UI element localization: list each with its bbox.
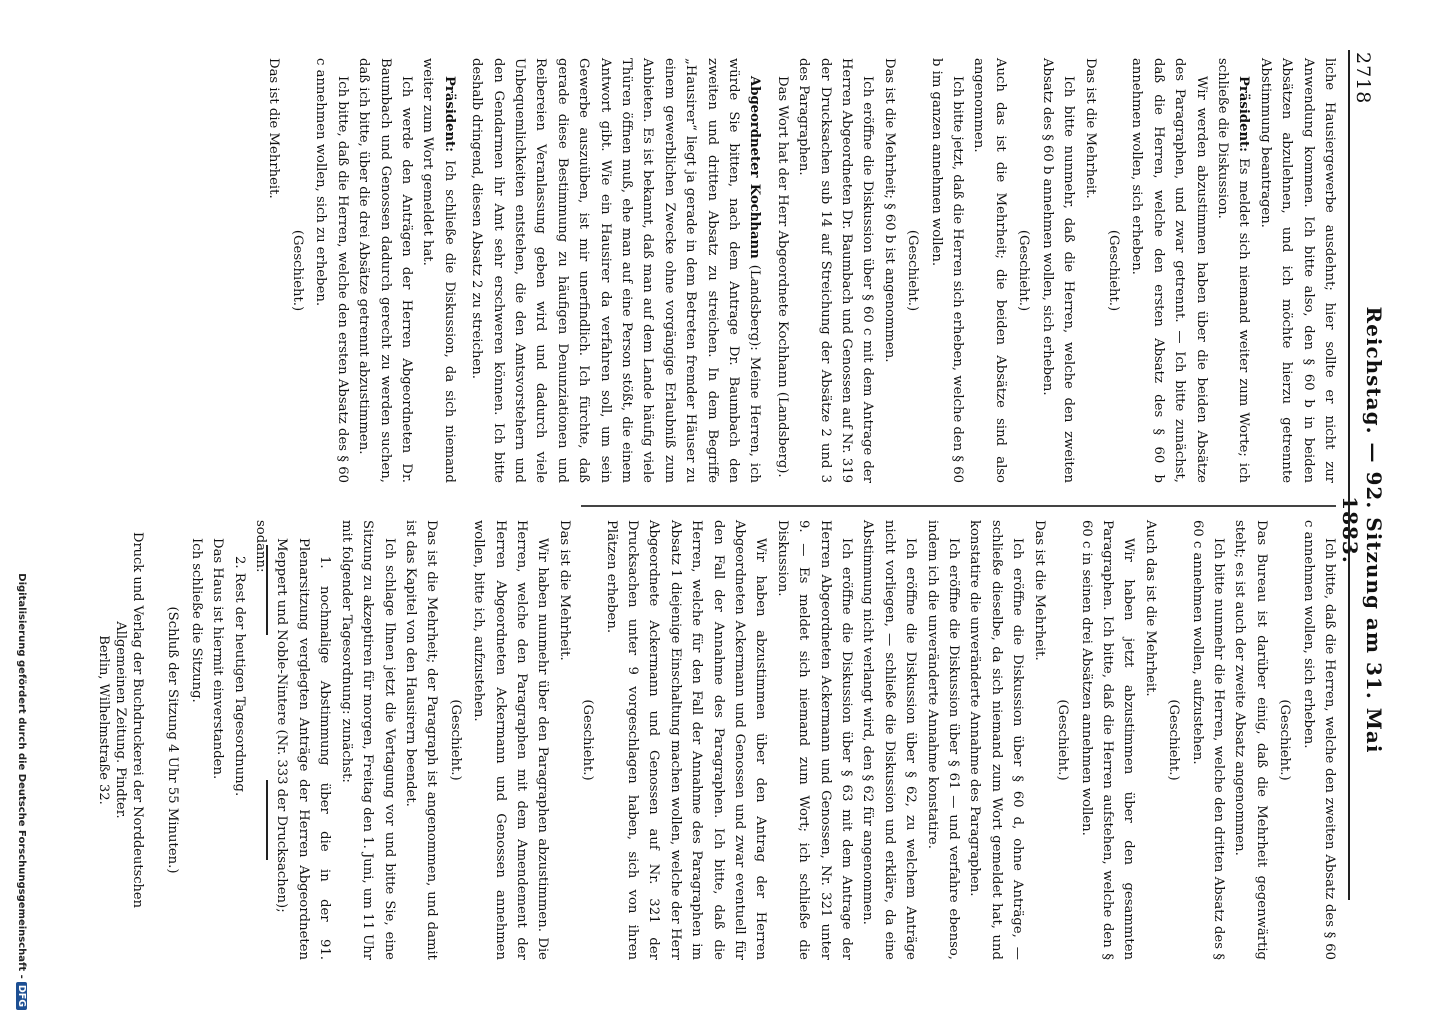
paragraph: Das Wort hat der Herr Abgeordnete Kochhann (Landsberg). <box>774 76 790 478</box>
digitization-credit-text: Digitalisierung gefördert durch die Deutsche Forschungsgemeinschaft - <box>16 573 27 979</box>
speaker-name: Abgeordneter Kochhann <box>747 76 763 259</box>
dfg-logo: DFG <box>16 982 27 1010</box>
paragraph: Ich eröffne die Diskussion über § 61 — und verfahre ebenso, indem ich die unveränderte Annahme konstatire. <box>924 520 962 960</box>
paragraph: Ich eröffne die Diskussion über § 62, zu welchem Anträge nicht vorliegen, — schließe die Diskussion und erkläre, da eine Abstimmung nicht verlangt wird, den § 62 für angenommen. <box>860 520 919 960</box>
paragraph: Ich bitte jetzt, daß die Herren sich erheben, welche den § 60 b im ganzen annehmen wollen. <box>928 58 966 483</box>
digitization-credit <box>7 0 27 1010</box>
paragraph: Ich eröffne die Diskussion über § 60 c mit dem Antrage der Herren Abgeordneten Dr. Baumbach und Genossen auf Nr. 319 der Drucksachen sub 14 auf Streichung der Absätze 2 und 3 des Paragraphen. <box>796 58 876 483</box>
paragraph: Auch das ist die Mehrheit. <box>1142 520 1158 697</box>
left-column <box>263 58 1340 483</box>
speaker-name: Präsident: <box>1236 76 1252 153</box>
paragraph: Wir haben abzustimmen über den Antrag der Herren Abgeordneten Ackermann und Genossen und zwar eventuell für den Fall der Annahme des Paragraphen. Ich bitte, daß die Herren, welche für den Fall der Annahme des Paragraphen im Absatz 1 diejenige Einschaltung machen wollen, welche der Herr Abgeordnete Ackermann und Genossen auf Nr. 321 der Drucksachen unter 9 vorgeschlagen haben, sich von ihren Plätzen erheben. <box>603 520 769 960</box>
stage-direction: (Geschieht.) <box>580 699 596 781</box>
paragraph: Ich bitte, daß die Herren, welche den zweiten Absatz des § 60 c annehmen wollen, sich erheben. <box>1300 520 1337 960</box>
stage-direction: (Geschieht.) <box>905 229 921 312</box>
paragraph: Ich schließe die Sitzung. <box>188 538 204 703</box>
stage-direction: (Geschieht.) <box>1277 699 1293 781</box>
stage-direction: (Geschieht.) <box>1105 229 1121 312</box>
paragraph: Das Bureau ist darüber einig, daß die Mehrheit gegenwärtig steht; es ist auch der zweite Absatz angenommen. <box>1232 520 1269 960</box>
imprint-line-1: Druck und Verlag der Buchdruckerei der Norddeutschen Allgemeinen Zeitung. Pindter. <box>113 532 145 908</box>
right-column <box>160 520 1340 960</box>
paragraph: liche Hausiergewerbe ausdehnt; hier sollte er nicht zur Anwendung kommen. Ich bitte also, den § 60 b in beiden Absätzen abzulehnen, und ich möchte hierzu getrennte Abstimmung beantragen. <box>1257 58 1337 483</box>
paragraph: Auch das ist die Mehrheit; die beiden Absätze sind also angenommen. <box>971 58 1008 483</box>
stage-direction: (Geschieht.) <box>1166 699 1182 781</box>
paragraph: Das ist die Mehrheit; der Paragraph ist angenommen, und damit ist das Kapitel von den Hausirern beendet. <box>402 520 440 960</box>
speaker-name: Präsident: <box>441 76 457 153</box>
paragraph: Das ist die Mehrheit; § 60 b ist angenommen. <box>881 58 897 363</box>
column-divider <box>581 505 1336 507</box>
paragraph: Präsident: Es meldet sich niemand weiter zum Worte; ich schließe die Diskussion. <box>1214 58 1252 483</box>
paragraph: Ich bitte nunmehr die Herren, welche den dritten Absatz des § 60 c annehmen wollen, aufzustehen. <box>1189 520 1226 960</box>
imprint <box>95 500 146 940</box>
imprint-line-2: Berlin, Wilhelmstraße 32. <box>96 635 111 805</box>
paragraph: Abgeordneter Kochhann (Landsberg): Meine Herren, ich würde Sie bitten, nach dem Antrage Dr. Baumbach den zweiten und dritten Absatz zu streichen. In dem Begriffe „Hausirer“ liegt ja gerade in dem Betreten fremder Häuser zu einem gewerblichen Zwecke ohne vorgängige Erlaubniß zum Anbieten. Es ist bekannt, daß man auf dem Lande häufig viele Thüren öffnen muß, ehe man auf eine Person stößt, die einem Antwort gibt. Wie ein Hausirer da verfahren soll, um sein Gewerbe auszuüben, ist mir unerfindlich. Ich fürchte, daß gerade diese Bestimmung zu häufigen Denunziationen und Reibereien Veranlassung geben wird und dadurch viele Unbequemlichkeiten entstehen, die den Amtsvorstehern und den Gendarmen ihr Amt sehr erschweren können. Ich bitte deshalb dringend, diesen Absatz 2 zu streichen. <box>469 58 763 483</box>
paragraph: sodann: <box>253 520 269 573</box>
page-number: 2718 <box>1352 52 1374 105</box>
paragraph: Ich eröffne die Diskussion über § 60 d, ohne Anträge, — schließe dieselbe, da sich niemand zum Wort gemeldet hat, und konstatire die unveränderte Annahme des Paragraphen. <box>967 520 1026 960</box>
paragraph: Ich bitte, daß die Herren, welche den ersten Absatz des § 60 c annehmen wollen, sich zu erheben. <box>313 58 350 483</box>
paragraph: Wir haben jetzt abzustimmen über den gesammten Paragraphen. Ich bitte, daß die Herren aufstehen, welche den § 60 c in seinen drei Absätzen annehmen wollen. <box>1078 520 1137 960</box>
paragraph: Ich bitte nunmehr, daß die Herren, welche den zweiten Absatz des § 60 b annehmen wollen, sich erheben. <box>1039 58 1077 483</box>
bottom-rule-2 <box>266 780 268 860</box>
paragraph: Das ist die Mehrheit. <box>1031 520 1047 661</box>
paragraph: Das ist die Mehrheit. <box>556 520 572 661</box>
paragraph: Wir haben nunmehr über den Paragraphen abzustimmen. Die Herren, welche den Paragraphen mit dem Amendement der Herren Abgeordneten Ackermann und Genossen annehmen wollen, bitte ich, aufzustehen. <box>471 520 551 960</box>
stage-direction: (Geschieht.) <box>1055 699 1071 781</box>
stage-direction: (Geschieht.) <box>1016 229 1032 312</box>
paragraph: Das Haus ist hiermit einverstanden. <box>210 538 226 780</box>
paragraph: Ich werde den Anträgen der Herren Abgeordneten Dr. Baumbach und Genossen dadurch gerecht zu werden suchen, daß ich bitte, über die drei Absätze getrennt abzustimmen. <box>356 58 414 483</box>
header-rule <box>1348 50 1350 900</box>
bottom-rule <box>266 545 268 635</box>
agenda-item: 2. Rest der heutigen Tagesordnung. <box>231 556 247 797</box>
page-title: Reichstag. — 92. Sitzung am 31. Mai 1883. <box>1338 306 1386 754</box>
paragraph: Ich eröffne die Diskussion über § 63 mit dem Antrage der Herren Abgeordneten Ackermann und Genossen, Nr. 321 unter 9. — Es meldet sich niemand zum Wort; ich schließe die Diskussion. <box>774 520 855 960</box>
paragraph: Ich schlage Ihnen jetzt die Vertagung vor und bitte Sie, eine Sitzung zu akzeptiren für morgen, Freitag den 1. Juni, um 11 Uhr mit folgender Tagesordnung: zunächst: <box>338 520 397 960</box>
stage-direction: (Geschieht.) <box>447 699 463 781</box>
paragraph: Präsident: Ich schließe die Diskussion, da sich niemand weiter zum Wort gemeldet hat. <box>420 58 457 483</box>
stage-direction: (Schluß der Sitzung 4 Uhr 55 Minuten.) <box>165 606 181 874</box>
paragraph: Wir werden abzustimmen haben über die beiden Absätze des Paragraphen, und zwar getrennt. — Ich bitte zunächst, daß die Herren, welche den ersten Absatz des § 60 b annehmen wollen, sich erheben. <box>1129 58 1209 483</box>
stage-direction: (Geschieht.) <box>289 229 305 312</box>
paragraph: Das ist die Mehrheit. <box>1082 58 1098 199</box>
agenda-item: 1. nochmalige Abstimmung über die in der 91. Plenarsitzung verglegten Anträge der Herren Abgeordneten Meppert und Noble-Nintere (Nr. 333 der Drucksachen); <box>274 538 333 960</box>
paragraph: Das ist die Mehrheit. <box>266 58 282 199</box>
